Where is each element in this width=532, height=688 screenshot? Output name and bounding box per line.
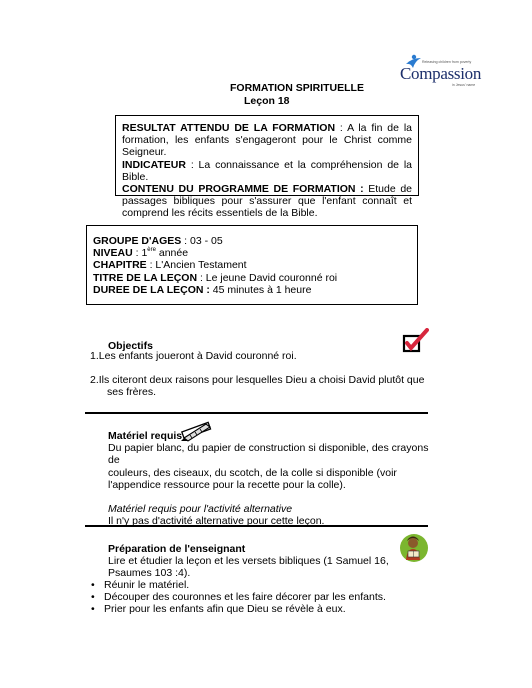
niveau-label: NIVEAU — [93, 247, 133, 260]
logo-tagline-top: Releasing children from poverty — [422, 60, 472, 64]
chapitre-value: : L'Ancien Testament — [146, 259, 247, 272]
logo-tagline-bottom: in Jesus' name — [452, 83, 476, 87]
contenu-text: Etude de passages bibliques pour s'assurer que l'enfant connaît et comprend les récits essentiels de la Bible. — [122, 183, 412, 220]
titre-value: : Le jeune David couronné roi — [197, 271, 338, 284]
lesson-info-box — [86, 225, 418, 305]
materiel-line-1: Du papier blanc, du papier de construction si disponible, des crayons de — [108, 442, 429, 467]
indicateur-label: INDICATEUR — [122, 158, 186, 171]
materiel-section — [108, 430, 438, 527]
niveau-line — [93, 247, 411, 259]
preparation-bullet-3: • Prier pour les enfants afin que Dieu se révèle à eux. — [86, 603, 426, 615]
contenu-label: CONTENU DU PROGRAMME DE FORMATION : — [122, 183, 364, 196]
preparation-line-2: Psaumes 103 :4). — [108, 567, 191, 580]
objectif-num-1: 1. — [90, 350, 99, 362]
materiel-alt-heading: Matériel requis pour l'activité alternative — [108, 503, 293, 516]
logo-wordmark: Compassion — [400, 64, 482, 83]
contenu-paragraph — [122, 183, 412, 220]
objectif-text-2a: Ils citeront deux raisons pour lesquelles Dieu a choisi David plutôt que — [98, 374, 425, 387]
objectifs-list — [90, 350, 430, 399]
preparation-line-1: Lire et étudier la leçon et les versets bibliques (1 Samuel 16, — [108, 555, 389, 568]
objectif-num-2: 2. — [90, 374, 99, 387]
groupe-line — [93, 235, 411, 247]
duree-line — [93, 284, 411, 296]
chapitre-label: CHAPITRE — [93, 259, 147, 272]
title-line-2: Leçon 18 — [244, 95, 290, 107]
resultat-text: : A la fin de la formation, les enfants s'engageront pour le Christ comme Seigneur. — [122, 122, 412, 159]
formation-goals-box — [115, 115, 419, 220]
materiel-alt-text: Il n'y pas d'activité alternative pour cette leçon. — [108, 515, 325, 528]
indicateur-text: : La connaissance et la compréhension de la Bible. — [122, 158, 412, 183]
preparation-bullet-1: • Réunir le matériel. — [86, 579, 426, 591]
objectif-text-1: Les enfants joueront à David couronné roi. — [98, 350, 297, 362]
niveau-pre: : 1 — [132, 247, 148, 260]
titre-line — [93, 272, 411, 284]
preparation-section — [108, 543, 408, 580]
niveau-post: année — [155, 247, 189, 260]
title-line-1: FORMATION SPIRITUELLE — [230, 82, 364, 94]
materiel-line-3: l'appendice ressource pour la recette pour la colle). — [108, 478, 346, 491]
indicateur-paragraph — [122, 159, 412, 183]
compassion-logo — [398, 54, 488, 94]
objectifs-heading: Objectifs — [108, 340, 153, 352]
objectif-text-2b: ses frères. — [107, 386, 157, 399]
resultat-label: RESULTAT ATTENDU DE LA FORMATION — [122, 122, 336, 134]
titre-label: TITRE DE LA LEÇON — [93, 271, 198, 284]
duree-label: DUREE DE LA LEÇON : — [93, 283, 210, 296]
niveau-sup: ère — [147, 247, 156, 254]
preparation-heading: Préparation de l'enseignant — [108, 543, 246, 555]
resultat-paragraph — [122, 122, 412, 159]
objectif-item-1 — [90, 350, 430, 362]
duree-value: 45 minutes à 1 heure — [209, 283, 312, 296]
preparation-bullet-list — [86, 579, 426, 616]
section-divider-1 — [85, 412, 428, 414]
section-divider-2 — [85, 525, 428, 527]
objectif-item-2 — [90, 374, 430, 386]
document-title — [230, 82, 390, 108]
materiel-heading: Matériel requis — [108, 430, 183, 442]
groupe-value: : 03 - 05 — [181, 235, 223, 247]
chapitre-line — [93, 259, 411, 271]
materiel-line-2: couleurs, des ciseaux, du scotch, de la colle si disponible (voir — [108, 466, 397, 479]
groupe-label: GROUPE D'AGES — [93, 235, 182, 247]
preparation-bullet-2: • Découper des couronnes et les faire décorer par les enfants. — [86, 591, 426, 603]
